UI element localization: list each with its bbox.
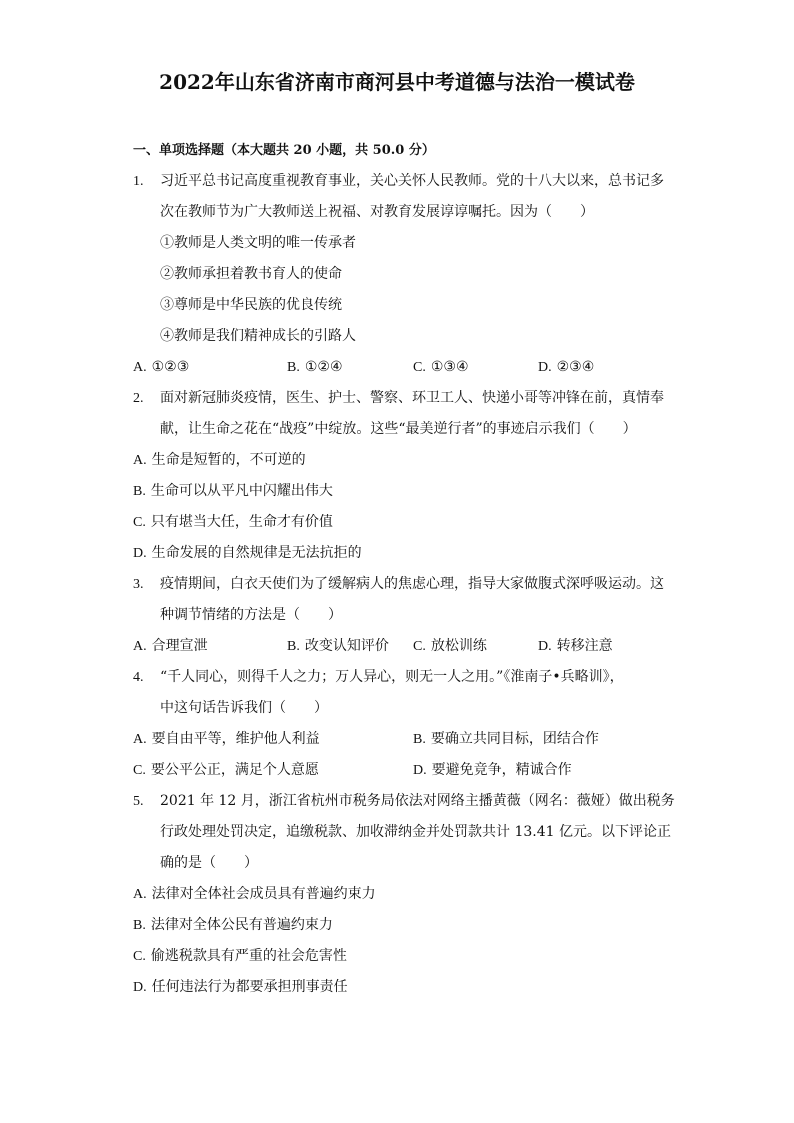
question-list <box>0 135 794 1003</box>
question-stem-line: 献，让生命之花在“战疫”中绽放。这些“最美逆行者”的事迹启示我们（ ） <box>160 421 637 437</box>
question-stem-line: 习近平总书记高度重视教育事业，关心关怀人民教师。党的十八大以来，总书记多 <box>160 173 664 189</box>
question-5-line-3 <box>0 848 794 879</box>
question-number: 5. <box>133 794 144 809</box>
question-number: 3. <box>133 577 144 592</box>
choice-a: A. 法律对全体社会成员具有普遍约束力 <box>133 886 376 902</box>
statement: ②教师承担着教书育人的使命 <box>160 266 342 282</box>
question-5-choice-a <box>0 879 794 910</box>
statement: ④教师是我们精神成长的引路人 <box>160 328 356 344</box>
choice-c: C. 偷逃税款具有严重的社会危害性 <box>133 948 347 964</box>
question-4-line-1 <box>0 662 794 693</box>
question-4-line-2 <box>0 693 794 724</box>
question-5-choice-b <box>0 910 794 941</box>
question-stem-line: 确的是（ ） <box>160 855 258 871</box>
section-heading: 一、单项选择题（本大题共 20 小题，共 50.0 分） <box>133 143 435 158</box>
choice-c: C. 要公平公正，满足个人意愿 <box>133 762 319 778</box>
question-3-line-2 <box>0 600 794 631</box>
question-stem-line: 疫情期间，白衣天使们为了缓解病人的焦虑心理，指导大家做腹式深呼吸运动。这 <box>160 576 664 592</box>
question-1-statement-2 <box>0 259 794 290</box>
choice-b: B. 生命可以从平凡中闪耀出伟大 <box>133 483 333 499</box>
choice-c: C. 只有堪当大任，生命才有价值 <box>133 514 333 530</box>
choice-d: D. 要避免竞争，精诚合作 <box>413 762 572 778</box>
question-2-line-1 <box>0 383 794 414</box>
choice-c: C. ①③④ <box>413 359 469 375</box>
choice-b: B. 要确立共同目标，团结合作 <box>413 731 599 747</box>
question-2-choice-c <box>0 507 794 538</box>
choice-d: D. 任何违法行为都要承担刑事责任 <box>133 979 348 995</box>
question-3-line-1 <box>0 569 794 600</box>
choice-a: A. 要自由平等，维护他人利益 <box>133 731 320 747</box>
question-number: 2. <box>133 391 144 406</box>
question-stem-line: 次在教师节为广大教师送上祝福、对教育发展谆谆嘱托。因为（ ） <box>160 204 594 220</box>
choice-c: C. 放松训练 <box>413 638 487 654</box>
question-stem-line: 种调节情绪的方法是（ ） <box>160 607 342 623</box>
statement: ①教师是人类文明的唯一传承者 <box>160 235 356 251</box>
question-number: 1. <box>133 174 144 189</box>
question-stem-line: “千人同心，则得千人之力；万人异心，则无一人之用。”《淮南子•兵略训》， <box>160 669 624 685</box>
question-stem-line: 行政处理处罚决定，追缴税款、加收滞纳金并处罚款共计 13.41 亿元。以下评论正 <box>160 824 671 840</box>
question-1-line-2 <box>0 197 794 228</box>
page-title: 2022年山东省济南市商河县中考道德与法治一模试卷 <box>159 70 635 94</box>
question-5-choice-c <box>0 941 794 972</box>
question-5-choice-d <box>0 972 794 1003</box>
question-stem-line: 中这句话告诉我们（ ） <box>160 700 328 716</box>
question-number: 4. <box>133 670 144 685</box>
choice-d: D. 转移注意 <box>538 638 613 654</box>
choice-a: A. 生命是短暂的，不可逆的 <box>133 452 306 468</box>
question-2-choice-d <box>0 538 794 569</box>
question-5-line-2 <box>0 817 794 848</box>
question-stem-line: 2021 年 12 月，浙江省杭州市税务局依法对网络主播黄薇（网名：薇娅）做出税务 <box>160 793 675 809</box>
choice-d: D. 生命发展的自然规律是无法抗拒的 <box>133 545 362 561</box>
choice-a: A. ①②③ <box>133 359 190 375</box>
question-1-statement-3 <box>0 290 794 321</box>
choice-b: B. ①②④ <box>287 359 343 375</box>
question-1-line-1 <box>0 166 794 197</box>
question-2-choice-b <box>0 476 794 507</box>
statement: ③尊师是中华民族的优良传统 <box>160 297 342 313</box>
choice-b: B. 法律对全体公民有普遍约束力 <box>133 917 333 933</box>
question-stem-line: 面对新冠肺炎疫情，医生、护士、警察、环卫工人、快递小哥等冲锋在前，真情奉 <box>160 390 664 406</box>
question-2-choice-a <box>0 445 794 476</box>
question-1-statement-4 <box>0 321 794 352</box>
choice-a: A. 合理宣泄 <box>133 638 208 654</box>
choice-d: D. ②③④ <box>538 359 595 375</box>
question-4-choices-row-2 <box>0 755 794 786</box>
section-heading-line <box>0 135 794 166</box>
choice-b: B. 改变认知评价 <box>287 638 389 654</box>
question-5-line-1 <box>0 786 794 817</box>
question-4-choices-row-1 <box>0 724 794 755</box>
question-2-line-2 <box>0 414 794 445</box>
question-1-statement-1 <box>0 228 794 259</box>
question-3-choices <box>0 631 794 662</box>
question-1-choices <box>0 352 794 383</box>
